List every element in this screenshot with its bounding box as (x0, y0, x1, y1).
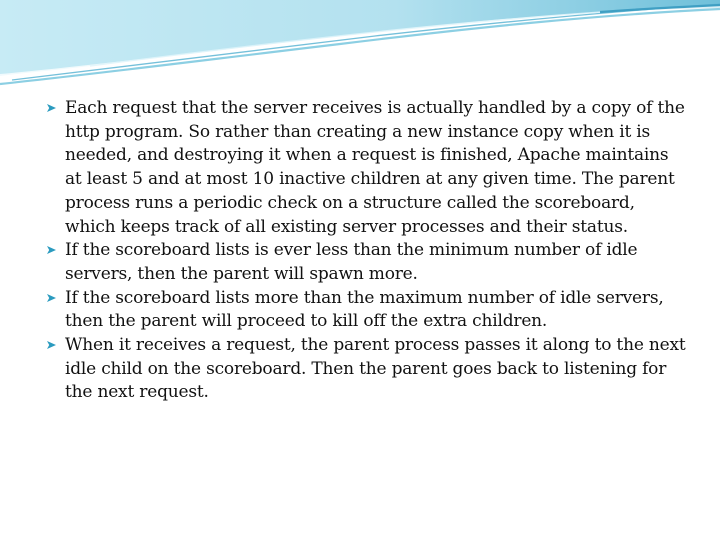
bullet-item-3 (46, 287, 686, 334)
bullet-item-2 (46, 239, 686, 286)
bullet-text: When it receives a request, the parent process passes it along to the next idle child on the scoreboard. Then the parent goes back to listening for the next request. (65, 335, 686, 403)
bullet-arrow-icon (46, 292, 58, 304)
header-wave-decoration (0, 0, 720, 92)
bullet-item-1 (46, 97, 686, 239)
bullet-text: Each request that the server receives is actually handled by a copy of the http program. So rather than creating a new instance copy when it is needed, and destroying it when a request is finished, Apache maintains at least 5 and at most 10 inactive children at any given time. The parent process runs a periodic check on a structure called the scoreboard, which keeps track of all existing server processes and their status. (65, 98, 685, 237)
bullet-arrow-icon (46, 102, 58, 114)
bullet-arrow-icon (46, 244, 58, 256)
bullet-item-4 (46, 334, 686, 405)
bullet-text: If the scoreboard lists more than the maximum number of idle servers, then the parent will proceed to kill off the extra children. (65, 287, 664, 332)
bullet-list (46, 97, 686, 405)
bullet-arrow-icon (46, 339, 58, 351)
bullet-text: If the scoreboard lists is ever less than the minimum number of idle servers, then the parent will spawn more. (65, 240, 638, 284)
